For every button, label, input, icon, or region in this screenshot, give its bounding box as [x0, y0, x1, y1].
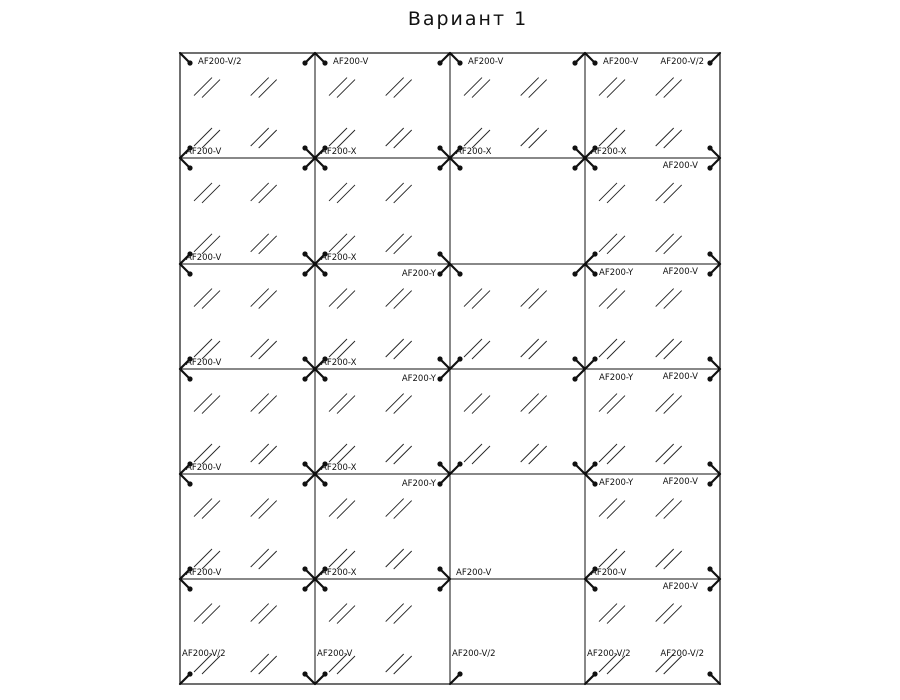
glass-hatch-line [607, 551, 625, 569]
glass-hatch-line [656, 444, 674, 462]
glass-panel [599, 394, 682, 464]
page-title: Вариант 1 [407, 8, 529, 30]
fitting-label: AF200-Y [401, 479, 436, 489]
fitting-bolt [592, 271, 597, 276]
glass-hatch-line [329, 78, 347, 96]
fitting-label: AF200-V [186, 253, 222, 263]
glass-hatch-line [386, 183, 404, 201]
fitting-bolt [707, 671, 712, 676]
glass-hatch-line [251, 444, 269, 462]
glass-hatch-line [607, 185, 625, 203]
glass-hatch-line [251, 499, 269, 517]
glass-hatch-line [386, 289, 404, 307]
fitting-bolt [302, 145, 307, 150]
glass-hatch-line [251, 549, 269, 567]
glass-hatch-line [529, 291, 547, 309]
fitting-bolt [437, 376, 442, 381]
glass-hatch-line [194, 444, 212, 462]
fitting-label: AF200-X [321, 253, 357, 263]
fitting-label: AF200-V/2 [452, 649, 496, 659]
fitting-bolt [437, 461, 442, 466]
glass-hatch-line [607, 80, 625, 98]
glass-hatch-line [607, 396, 625, 414]
glass-hatch-line [386, 654, 404, 672]
glass-hatch-line [329, 444, 347, 462]
glass-hatch-line [464, 394, 482, 412]
glass-hatch-line [472, 80, 490, 98]
glass-hatch-line [194, 549, 212, 567]
glass-hatch-line [202, 130, 220, 148]
glass-panel [194, 289, 277, 359]
glass-hatch-line [251, 128, 269, 146]
fitting-bolt [592, 356, 597, 361]
glass-panel [329, 394, 412, 464]
fitting-label: AF200-V [456, 568, 492, 578]
fitting-label: AF200-Y [599, 478, 634, 488]
glass-hatch-line [337, 80, 355, 98]
fitting-bolt [572, 145, 577, 150]
glass-hatch-line [337, 501, 355, 519]
glass-hatch-line [529, 396, 547, 414]
fitting-bolt [302, 586, 307, 591]
fitting-label: AF200-X [321, 568, 357, 578]
fitting-bolt [707, 251, 712, 256]
glass-hatch-line [664, 291, 682, 309]
glass-hatch-line [202, 396, 220, 414]
glass-hatch-line [337, 130, 355, 148]
glass-hatch-line [329, 394, 347, 412]
glass-hatch-line [656, 339, 674, 357]
glass-panel [329, 289, 412, 359]
glass-hatch-line [337, 291, 355, 309]
glass-hatch-line [259, 501, 277, 519]
fitting-bolt [322, 376, 327, 381]
glass-hatch-line [599, 289, 617, 307]
fitting-label: AF200-V/2 [660, 57, 704, 67]
glass-hatch-line [664, 606, 682, 624]
glass-hatch-line [202, 341, 220, 359]
fitting-af200-v-2 [585, 671, 598, 684]
glass-panel [599, 183, 682, 254]
glass-hatch-line [329, 549, 347, 567]
glass-hatch-line [259, 341, 277, 359]
fitting-bolt [592, 671, 597, 676]
fitting-bolt [592, 251, 597, 256]
glass-hatch-line [394, 341, 412, 359]
glass-hatch-line [259, 396, 277, 414]
glass-hatch-line [194, 234, 212, 252]
fitting-label: AF200-V [317, 649, 353, 659]
glass-hatch-line [529, 130, 547, 148]
fitting-bolt [457, 671, 462, 676]
fitting-bolt [302, 165, 307, 170]
glass-hatch-line [394, 446, 412, 464]
fitting-bolt [437, 60, 442, 65]
fitting-label: AF200-X [456, 147, 492, 157]
fitting-label: AF200-V [186, 358, 222, 368]
glass-hatch-line [259, 236, 277, 254]
fitting-bolt [322, 271, 327, 276]
glass-hatch-line [521, 78, 539, 96]
fitting-bolt [572, 60, 577, 65]
glass-panel [329, 78, 412, 148]
fitting-label: AF200-Y [599, 268, 634, 278]
glass-hatch-line [599, 78, 617, 96]
fitting-label: AF200-V [591, 568, 627, 578]
glass-panel [194, 499, 277, 569]
glass-hatch-line [394, 80, 412, 98]
glass-hatch-line [664, 80, 682, 98]
glass-hatch-line [202, 606, 220, 624]
glass-hatch-line [394, 185, 412, 203]
fitting-bolt [322, 165, 327, 170]
fitting-label: AF200-V [662, 372, 698, 382]
fitting-bolt [707, 566, 712, 571]
glass-hatch-line [259, 80, 277, 98]
fitting-label: AF200-V [662, 582, 698, 592]
glass-hatch-line [464, 339, 482, 357]
fitting-bolt [322, 60, 327, 65]
fitting-bolt [707, 165, 712, 170]
glass-hatch-line [607, 236, 625, 254]
fitting-label: AF200-V/2 [660, 649, 704, 659]
glass-hatch-line [259, 551, 277, 569]
fitting-bolt [437, 271, 442, 276]
glass-panel [464, 394, 547, 464]
glass-hatch-line [664, 130, 682, 148]
fitting-bolt [187, 60, 192, 65]
fitting-bolt [437, 251, 442, 256]
fitting-bolt [437, 356, 442, 361]
fitting-bolt [707, 586, 712, 591]
glass-hatch-line [464, 444, 482, 462]
glass-hatch-line [521, 128, 539, 146]
glass-hatch-line [194, 394, 212, 412]
fitting-bolt [187, 586, 192, 591]
glass-hatch-line [394, 396, 412, 414]
glass-hatch-line [194, 604, 212, 622]
glass-hatch-line [472, 396, 490, 414]
fitting-bolt [437, 566, 442, 571]
glass-hatch-line [386, 499, 404, 517]
glass-hatch-line [386, 128, 404, 146]
glass-hatch-line [521, 289, 539, 307]
glass-hatch-line [656, 499, 674, 517]
fitting-label: AF200-Y [401, 269, 436, 279]
fitting-bolt [187, 671, 192, 676]
glass-hatch-line [386, 394, 404, 412]
glass-hatch-line [599, 549, 617, 567]
glass-hatch-line [656, 234, 674, 252]
fitting-label: AF200-V/2 [182, 649, 226, 659]
glass-hatch-line [394, 501, 412, 519]
glass-hatch-line [599, 604, 617, 622]
fitting-af200-v-2 [180, 671, 193, 684]
glass-hatch-line [521, 444, 539, 462]
glass-hatch-line [599, 394, 617, 412]
fitting-bolt [572, 271, 577, 276]
fitting-bolt [302, 671, 307, 676]
glass-hatch-line [664, 551, 682, 569]
fitting-label: AF200-V [468, 57, 504, 67]
glass-hatch-line [529, 446, 547, 464]
glass-hatch-line [259, 446, 277, 464]
fitting-af200-v-2 [707, 671, 720, 684]
glass-hatch-line [386, 78, 404, 96]
glass-hatch-line [329, 289, 347, 307]
glass-hatch-line [599, 234, 617, 252]
glass-hatch-line [202, 501, 220, 519]
fitting-label: AF200-V [662, 161, 698, 171]
glass-panel [599, 289, 682, 359]
glass-hatch-line [337, 551, 355, 569]
fitting-bolt [707, 60, 712, 65]
glass-hatch-line [656, 183, 674, 201]
fitting-bolt [592, 461, 597, 466]
glass-hatch-line [599, 339, 617, 357]
glass-hatch-line [337, 396, 355, 414]
fitting-bolt [322, 481, 327, 486]
glass-hatch-line [259, 130, 277, 148]
glass-hatch-line [472, 446, 490, 464]
glass-hatch-line [464, 289, 482, 307]
glass-hatch-line [337, 185, 355, 203]
glass-hatch-line [251, 234, 269, 252]
glass-hatch-line [664, 341, 682, 359]
glass-hatch-line [521, 394, 539, 412]
fitting-bolt [302, 60, 307, 65]
fitting-af200-v-2 [180, 53, 193, 66]
fitting-bolt [457, 356, 462, 361]
glass-hatch-line [194, 289, 212, 307]
glass-hatch-line [607, 341, 625, 359]
glass-panel [464, 78, 547, 148]
fitting-bolt [302, 356, 307, 361]
fitting-bolt [707, 461, 712, 466]
fitting-bolt [592, 586, 597, 591]
fitting-bolt [302, 376, 307, 381]
glass-hatch-line [202, 446, 220, 464]
glass-hatch-line [251, 604, 269, 622]
fitting-bolt [572, 165, 577, 170]
glass-hatch-line [472, 341, 490, 359]
glass-hatch-line [386, 604, 404, 622]
fitting-bolt [457, 271, 462, 276]
glass-panel [194, 604, 277, 674]
glass-hatch-line [329, 499, 347, 517]
fitting-label: AF200-V [186, 568, 222, 578]
glass-hatch-line [521, 339, 539, 357]
glass-hatch-line [394, 656, 412, 674]
glass-hatch-line [386, 234, 404, 252]
glass-hatch-line [251, 183, 269, 201]
fitting-bolt [457, 461, 462, 466]
glass-hatch-line [386, 339, 404, 357]
glass-hatch-line [329, 183, 347, 201]
fitting-af200-v-2 [450, 671, 463, 684]
glass-hatch-line [259, 291, 277, 309]
fitting-label: AF200-V [186, 463, 222, 473]
fitting-label: AF200-Y [401, 374, 436, 384]
fitting-bolt [187, 165, 192, 170]
glass-hatch-line [337, 341, 355, 359]
glass-hatch-line [202, 551, 220, 569]
glass-panel [194, 394, 277, 464]
glass-hatch-line [472, 291, 490, 309]
glass-hatch-line [329, 339, 347, 357]
glass-hatch-line [664, 446, 682, 464]
glass-hatch-line [607, 501, 625, 519]
fitting-bolt [707, 481, 712, 486]
glass-panel [194, 78, 277, 148]
glass-hatch-line [251, 78, 269, 96]
fitting-bolt [302, 271, 307, 276]
glass-hatch-line [202, 236, 220, 254]
fitting-label: AF200-V [662, 267, 698, 277]
glass-hatch-line [394, 130, 412, 148]
fitting-bolt [187, 481, 192, 486]
fitting-bolt [707, 145, 712, 150]
fitting-bolt [572, 461, 577, 466]
glass-hatch-line [664, 236, 682, 254]
fitting-bolt [572, 376, 577, 381]
glass-hatch-line [607, 291, 625, 309]
glass-hatch-line [194, 183, 212, 201]
glass-hatch-line [664, 396, 682, 414]
fitting-label: AF200-V/2 [587, 649, 631, 659]
glass-hatch-line [202, 185, 220, 203]
glass-panel [194, 183, 277, 254]
glass-hatch-line [251, 394, 269, 412]
glass-hatch-line [251, 289, 269, 307]
glass-hatch-line [337, 446, 355, 464]
glass-panel [599, 78, 682, 148]
fitting-bolt [302, 566, 307, 571]
glass-hatch-line [329, 604, 347, 622]
glass-hatch-line [194, 339, 212, 357]
glass-hatch-line [664, 185, 682, 203]
glass-hatch-line [464, 78, 482, 96]
glass-hatch-line [251, 339, 269, 357]
fitting-bolt [437, 145, 442, 150]
glass-panel [329, 499, 412, 569]
glass-hatch-line [529, 341, 547, 359]
glass-hatch-line [337, 236, 355, 254]
glass-hatch-line [202, 291, 220, 309]
fitting-bolt [457, 165, 462, 170]
glass-hatch-line [394, 606, 412, 624]
glass-hatch-line [656, 549, 674, 567]
fitting-bolt [302, 251, 307, 256]
fitting-bolt [437, 481, 442, 486]
glass-hatch-line [386, 444, 404, 462]
glass-hatch-line [386, 549, 404, 567]
fitting-label: AF200-Y [599, 373, 634, 383]
glass-hatch-line [607, 446, 625, 464]
fitting-bolt [302, 461, 307, 466]
fitting-bolt [592, 60, 597, 65]
glass-hatch-line [251, 654, 269, 672]
glass-hatch-line [329, 234, 347, 252]
fitting-af200-v-2 [707, 53, 720, 66]
glass-hatch-line [656, 604, 674, 622]
fitting-bolt [457, 60, 462, 65]
fitting-bolt [187, 376, 192, 381]
fitting-bolt [322, 586, 327, 591]
glass-hatch-line [394, 291, 412, 309]
glass-hatch-line [259, 185, 277, 203]
glass-hatch-line [329, 128, 347, 146]
glass-hatch-line [194, 78, 212, 96]
glass-panel [464, 289, 547, 359]
glass-hatch-line [259, 656, 277, 674]
glass-hatch-line [656, 78, 674, 96]
fitting-label: AF200-V [333, 57, 369, 67]
fitting-bolt [437, 165, 442, 170]
glass-hatch-line [599, 444, 617, 462]
glass-hatch-line [599, 183, 617, 201]
fitting-bolt [187, 271, 192, 276]
fitting-bolt [707, 356, 712, 361]
fitting-bolt [322, 671, 327, 676]
fitting-bolt [592, 481, 597, 486]
fitting-bolt [572, 356, 577, 361]
glass-hatch-line [464, 128, 482, 146]
fitting-label: AF200-X [321, 147, 357, 157]
fitting-label: AF200-X [321, 358, 357, 368]
glass-hatch-line [202, 80, 220, 98]
glass-panel [329, 604, 412, 674]
glass-hatch-line [607, 130, 625, 148]
glass-hatch-line [656, 394, 674, 412]
fitting-bolt [437, 586, 442, 591]
glass-panel [329, 183, 412, 254]
fitting-bolt [707, 271, 712, 276]
fitting-bolt [707, 376, 712, 381]
glass-panel [599, 499, 682, 569]
glass-hatch-line [607, 606, 625, 624]
fitting-label: AF200-X [321, 463, 357, 473]
fitting-bolt [302, 481, 307, 486]
fitting-label: AF200-V [186, 147, 222, 157]
fitting-label: AF200-X [591, 147, 627, 157]
fitting-bolt [592, 165, 597, 170]
glass-panel [599, 604, 682, 674]
fitting-label: AF200-V [662, 477, 698, 487]
glass-hatch-line [259, 606, 277, 624]
glass-hatch-line [664, 501, 682, 519]
glass-hatch-line [656, 128, 674, 146]
glass-hatch-line [394, 236, 412, 254]
glass-hatch-line [194, 499, 212, 517]
glass-hatch-line [194, 128, 212, 146]
fitting-label: AF200-V/2 [198, 57, 242, 67]
glass-hatch-line [656, 289, 674, 307]
glass-hatch-line [529, 80, 547, 98]
glass-hatch-line [472, 130, 490, 148]
glass-hatch-line [599, 499, 617, 517]
glass-hatch-line [337, 606, 355, 624]
glass-hatch-line [599, 128, 617, 146]
glass-hatch-line [394, 551, 412, 569]
fitting-label: AF200-V [603, 57, 639, 67]
